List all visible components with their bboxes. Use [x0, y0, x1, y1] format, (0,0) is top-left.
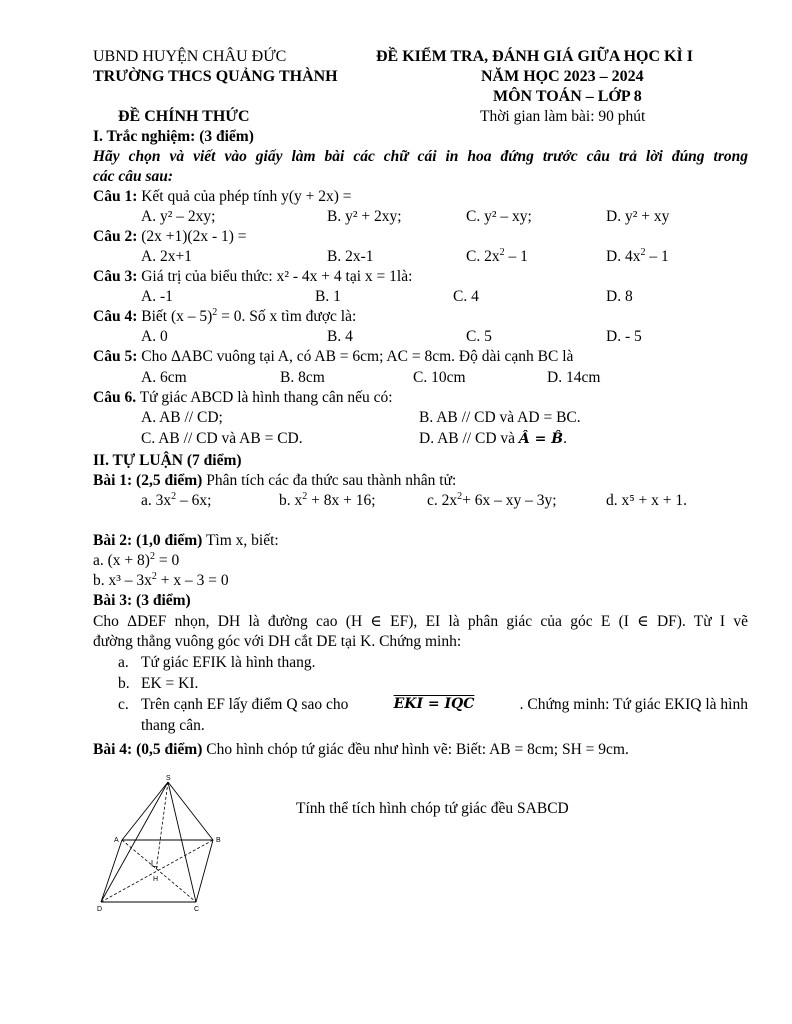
- exam-title: ĐỀ KIỂM TRA, ĐÁNH GIÁ GIỮA HỌC KÌ I: [376, 48, 693, 65]
- question-text: Cho ΔABC vuông tại A, có AB = 6cm; AC = 8cm. Độ dài cạnh BC là: [141, 348, 574, 365]
- question-3: [93, 267, 412, 287]
- question-6: [93, 388, 393, 408]
- ex3-item-b: b. EK = KI.: [118, 675, 199, 692]
- q6-option-d: D. AB // CD và Â = B̂.: [419, 430, 567, 447]
- vertex-label-d: D: [97, 906, 103, 913]
- time-limit: Thời gian làm bài: 90 phút: [480, 108, 646, 125]
- vertex-label-s: S: [166, 775, 171, 782]
- question-label: Câu 4:: [93, 308, 138, 325]
- school-name: TRƯỜNG THCS QUẢNG THÀNH: [93, 68, 338, 85]
- ex1-part-b: b. $x^2 + 8x + 16$;: [279, 490, 376, 509]
- question-2: [93, 227, 247, 247]
- school-year: NĂM HỌC 2023 – 2024: [481, 68, 644, 85]
- q6-option-b: B. AB // CD và AD = BC.: [419, 409, 581, 426]
- ex1-part-c: c. $2x^2+ 6x$ – xy – 3y;: [427, 490, 557, 509]
- question-5: [93, 347, 573, 367]
- q4-option-a: A. 0: [141, 328, 168, 345]
- instruction-line1: Hãy chọn và viết vào giấy làm bài các chữ cái in hoa đứng trước câu trả lời đúng trong: [93, 148, 748, 165]
- exercise-4: Bài 4: (0,5 điểm) Cho hình chóp tứ giác đều như hình vẽ: Biết: AB = 8cm; SH = 9cm.: [93, 741, 629, 758]
- question-text: Giá trị của biểu thức: x² - 4x + 4 tại x = 1là:: [141, 268, 413, 285]
- exercise-3-label: Bài 3: (3 điểm): [93, 592, 191, 609]
- ex3-item-a: a. Tứ giác EFIK là hình thang.: [118, 654, 316, 671]
- q5-option-c: C. 10cm: [413, 369, 466, 386]
- vertex-label-b: B: [216, 837, 221, 844]
- ex1-part-d: d. x⁵ + x + 1.: [606, 492, 688, 509]
- question-label: Câu 3:: [93, 268, 138, 285]
- ex3-text-line2: đường thẳng vuông góc với DH cắt DE tại K. Chứng minh:: [93, 633, 462, 650]
- vertex-label-h: H: [153, 876, 159, 883]
- q5-option-d: D. 14cm: [547, 369, 601, 386]
- exercise-text: Cho hình chóp tứ giác đều như hình vẽ: Biết: AB = 8cm; SH = 9cm.: [206, 741, 629, 758]
- ex4-question: Tính thể tích hình chóp tứ giác đều SABCD: [296, 800, 569, 817]
- q2-option-b: B. 2x-1: [327, 248, 374, 265]
- exercise-text: Tìm x, biết:: [205, 532, 279, 549]
- vertex-label-a: A: [114, 837, 119, 844]
- question-4: Câu 4: Biết (x – 5)$^2$ = 0. Số x tìm được là:: [93, 306, 357, 325]
- q1-option-a: A. y² – 2xy;: [141, 208, 216, 225]
- district-name: UBND HUYỆN CHÂU ĐỨC: [93, 48, 287, 65]
- exercise-label: Bài 2: (1,0 điểm): [93, 532, 203, 549]
- exercise-1: [93, 471, 456, 491]
- question-label: Câu 2:: [93, 228, 138, 245]
- q5-option-a: A. 6cm: [141, 369, 187, 386]
- q4-option-d: D. - 5: [606, 328, 642, 345]
- ex2-part-b: b. $x^3 - 3x^2 + x - 3 = 0$: [93, 570, 229, 589]
- ex1-part-a: a. $3x^2 - 6x$;: [141, 490, 212, 509]
- instruction-line2: các câu sau:: [93, 168, 174, 185]
- question-text: Kết quả của phép tính y(y + 2x) =: [141, 188, 352, 205]
- q3-option-a: A. -1: [141, 288, 173, 305]
- vertex-label-c: C: [194, 906, 200, 913]
- q3-option-d: D. 8: [606, 288, 633, 305]
- question-label: Câu 6.: [93, 389, 137, 406]
- part1-title: I. Trắc nghiệm: (3 điểm): [93, 128, 254, 145]
- q1-option-b: B. y² + 2xy;: [327, 208, 402, 225]
- question-label: Câu 1:: [93, 188, 138, 205]
- q3-option-c: C. 4: [453, 288, 479, 305]
- pyramid-figure: [90, 772, 240, 922]
- subject: MÔN TOÁN – LỚP 8: [493, 88, 642, 105]
- exercise-label: Bài 1: (2,5 điểm): [93, 472, 203, 489]
- q2-option-a: A. 2x+1: [141, 248, 192, 265]
- q1-option-c: C. y² – xy;: [466, 208, 532, 225]
- q2-option-c: C. $2x^2 - 1$: [466, 246, 528, 265]
- ex3-text-line1: Cho ΔDEF nhọn, DH là đường cao (H ∈ EF), EI là phân giác của góc E (I ∈ DF). Từ I vẽ: [93, 613, 748, 630]
- q1-option-d: D. y² + xy: [606, 208, 670, 225]
- question-text: (2x +1)(2x - 1) =: [141, 228, 247, 245]
- exercise-label: Bài 4: [93, 741, 128, 758]
- question-label: Câu 5:: [93, 348, 138, 365]
- q3-option-b: B. 1: [315, 288, 341, 305]
- exercise-text: Phân tích các đa thức sau thành nhân tử:: [206, 472, 457, 489]
- ex2-part-a: a. $(x + 8)^2 = 0$: [93, 550, 180, 569]
- q6-option-a: A. AB // CD;: [141, 409, 223, 426]
- question-1: [93, 187, 352, 207]
- q6-option-c: C. AB // CD và AB = CD.: [141, 430, 303, 447]
- official-label: ĐỀ CHÍNH THỨC: [118, 108, 250, 125]
- q2-option-d: D. $4x^2 - 1$: [606, 246, 669, 265]
- question-text: Tứ giác ABCD là hình thang cân nếu có:: [139, 389, 393, 406]
- q4-option-c: C. 5: [466, 328, 492, 345]
- ex3-item-c: c. Trên cạnh EF lấy điểm Q sao cho EKI = IQC . Chứng minh: Tứ giác EKIQ là hình thang cân.: [118, 696, 748, 734]
- exercise-2: [93, 531, 279, 551]
- part2-title: II. TỰ LUẬN (7 điểm): [93, 452, 242, 469]
- q5-option-b: B. 8cm: [280, 369, 325, 386]
- q4-option-b: B. 4: [327, 328, 353, 345]
